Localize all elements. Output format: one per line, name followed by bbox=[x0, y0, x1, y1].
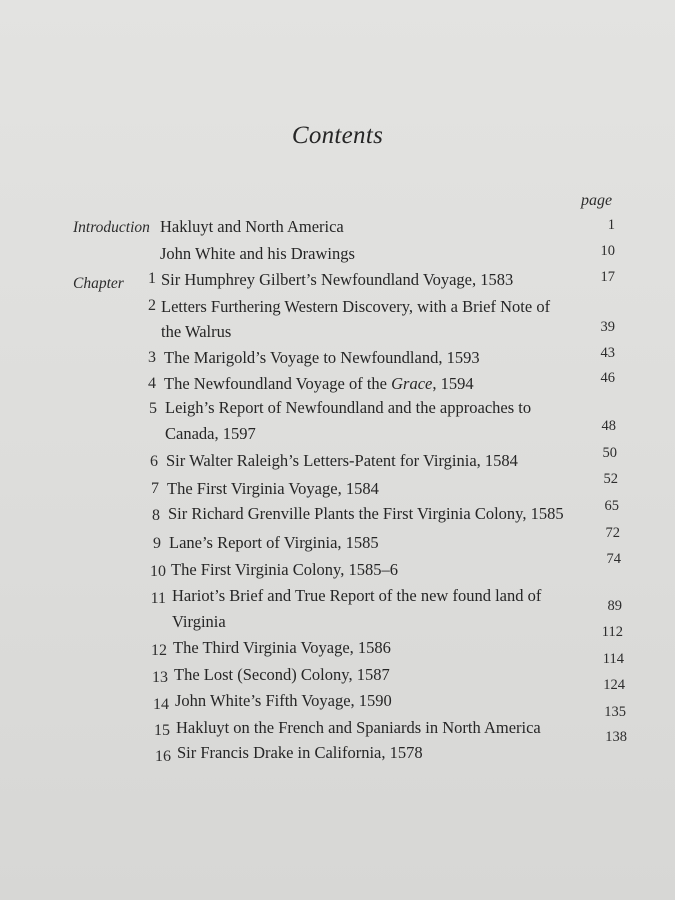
chapter-title: Lane’s Report of Virginia, 1585 bbox=[169, 533, 379, 552]
chapter-title-continued: Virginia bbox=[172, 612, 226, 631]
chapter-number: 4 bbox=[148, 375, 156, 392]
page-title: Contents bbox=[291, 122, 384, 149]
chapter-number: 8 bbox=[152, 507, 160, 524]
chapter-page: 112 bbox=[601, 624, 623, 640]
chapter-page: 17 bbox=[600, 269, 615, 285]
chapter-title: The Third Virginia Voyage, 1586 bbox=[173, 638, 391, 657]
chapter-title: The Marigold’s Voyage to Newfoundland, 1593 bbox=[164, 348, 480, 367]
chapter-title: Hariot’s Brief and True Report of the new found land of bbox=[172, 586, 542, 605]
entry-title: John White and his Drawings bbox=[160, 244, 355, 263]
chapter-page: 72 bbox=[605, 525, 620, 541]
chapter-number: 10 bbox=[150, 563, 166, 580]
entry-title: Hakluyt and North America bbox=[160, 217, 344, 236]
chapter-page: 43 bbox=[600, 345, 615, 361]
chapter-number: 2 bbox=[148, 297, 156, 314]
chapter-title: The First Virginia Voyage, 1584 bbox=[167, 479, 379, 498]
chapter-page: 65 bbox=[604, 498, 619, 514]
chapter-page: 48 bbox=[601, 418, 616, 434]
chapter-title: Leigh’s Report of Newfoundland and the approaches to bbox=[165, 398, 532, 417]
chapter-title: Sir Francis Drake in California, 1578 bbox=[177, 743, 423, 762]
chapter-page: 52 bbox=[603, 471, 618, 487]
ship-name-grace: Grace bbox=[391, 374, 433, 393]
chapter-title bbox=[164, 372, 474, 395]
chapter-number: 5 bbox=[149, 400, 157, 417]
chapter-number: 9 bbox=[153, 535, 161, 552]
chapter-title: Sir Humphrey Gilbert’s Newfoundland Voyage, 1583 bbox=[161, 270, 514, 289]
chapter-page: 114 bbox=[602, 651, 624, 667]
chapter-title-year: , 1594 bbox=[432, 374, 474, 393]
chapter-page: 46 bbox=[600, 370, 615, 386]
chapter-title: Sir Walter Raleigh’s Letters-Patent for Virginia, 1584 bbox=[166, 451, 518, 470]
chapter-number: 14 bbox=[153, 696, 169, 713]
chapter-title: The Lost (Second) Colony, 1587 bbox=[174, 665, 390, 684]
chapter-number: 12 bbox=[151, 642, 167, 659]
chapter-title: The First Virginia Colony, 1585–6 bbox=[171, 560, 398, 579]
chapter-number: 11 bbox=[150, 590, 166, 607]
entry-page: 1 bbox=[607, 217, 615, 233]
chapter-number: 3 bbox=[148, 349, 156, 366]
chapter-title: Hakluyt on the French and Spaniards in North America bbox=[176, 718, 541, 737]
chapter-number: 16 bbox=[155, 748, 171, 765]
chapter-page: 138 bbox=[605, 729, 627, 745]
chapter-title: Letters Furthering Western Discovery, with a Brief Note of bbox=[161, 297, 551, 316]
chapter-title-continued: the Walrus bbox=[161, 322, 232, 341]
chapter-title: Sir Richard Grenville Plants the First Virginia Colony, 1585 bbox=[168, 504, 564, 523]
chapter-number: 7 bbox=[151, 480, 159, 497]
chapter-label: Chapter bbox=[73, 275, 124, 292]
chapter-page: 124 bbox=[603, 677, 625, 693]
chapter-number: 15 bbox=[154, 722, 170, 739]
chapter-page: 50 bbox=[602, 445, 617, 461]
chapter-title-continued: Canada, 1597 bbox=[165, 424, 256, 443]
chapter-title: John White’s Fifth Voyage, 1590 bbox=[175, 691, 392, 710]
chapter-page: 74 bbox=[606, 551, 621, 567]
chapter-title-text: The Newfoundland Voyage of the bbox=[164, 374, 392, 393]
chapter-number: 1 bbox=[148, 270, 156, 287]
chapter-page: 135 bbox=[604, 704, 626, 720]
introduction-label: Introduction bbox=[73, 219, 150, 236]
page-column-header: page bbox=[581, 192, 613, 209]
entry-page: 10 bbox=[600, 243, 615, 259]
chapter-page: 89 bbox=[607, 598, 622, 614]
chapter-number: 6 bbox=[150, 453, 158, 470]
chapter-number: 13 bbox=[152, 669, 168, 686]
chapter-page: 39 bbox=[600, 319, 615, 335]
